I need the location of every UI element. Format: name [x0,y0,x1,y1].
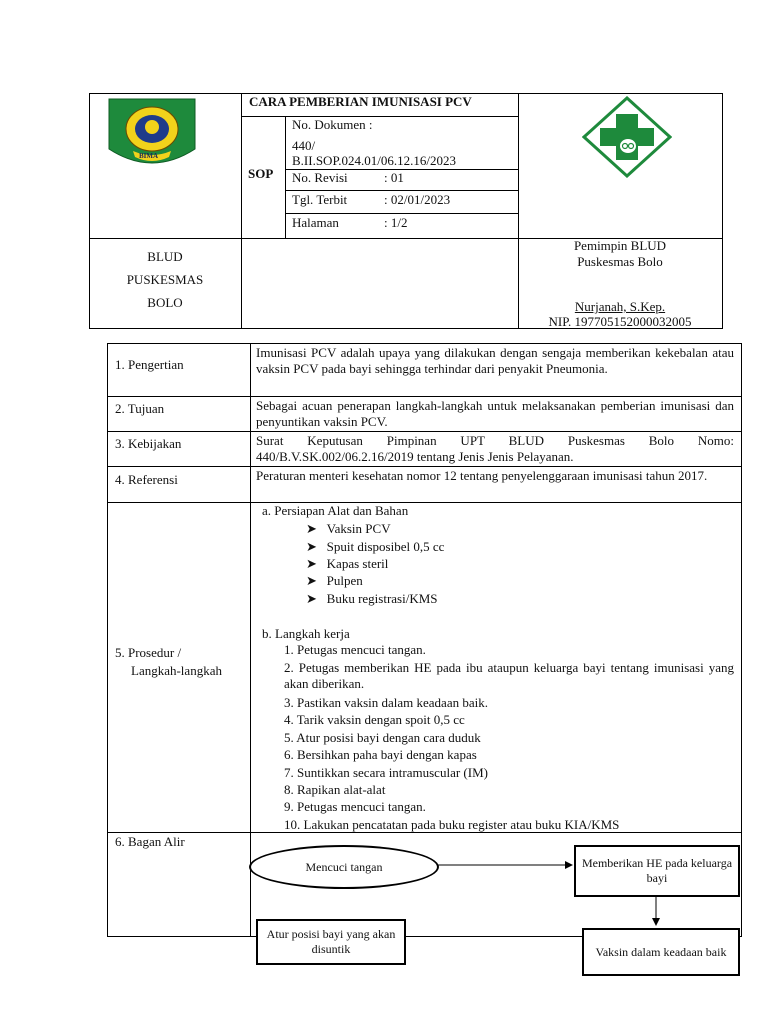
revision-label: No. Revisi [292,170,348,185]
doc-no-label: No. Dokumen : [292,117,373,132]
sop-label: SOP [248,166,274,181]
prep-item-label: Spuit disposibel 0,5 cc [326,539,445,554]
revision-value: : 01 [384,170,404,185]
page-value: : 1/2 [384,215,408,230]
prep-item-label: Vaksin PCV [326,521,391,536]
signer-nip: NIP. 197705152000032005 [548,314,692,329]
arrow-bullet-icon: ➤ [306,539,317,554]
step-7: 7. Suntikkan secara intramuscular (IM) [284,765,488,780]
signer-title-1: Pemimpin BLUD [573,238,667,253]
flow-node-label: Atur posisi bayi yang akan disuntik [266,927,396,956]
signer-title-2: Puskesmas Bolo [577,254,663,269]
date-label: Tgl. Terbit [292,192,348,207]
arrow-bullet-icon: ➤ [306,573,317,588]
document-title: CARA PEMBERIAN IMUNISASI PCV [249,94,472,109]
section-3-label: 3. Kebijakan [115,436,182,451]
org-line-2: PUSKESMAS [126,272,204,287]
step-6: 6. Bersihkan paha bayi dengan kapas [284,747,477,762]
flow-node-label: Memberikan HE pada keluarga bayi [581,856,733,885]
logo-ribbon-text: BIMA [139,152,159,160]
section-3-text: Surat Keputusan Pimpinan UPT BLUD Puskesmas Bolo Nomo: 440/B.V.SK.002/06.2.16/2019 tentang Jenis Jenis Pelayanan. [256,433,734,464]
step-4: 4. Tarik vaksin dengan spoit 0,5 cc [284,712,465,727]
section-2-label: 2. Tujuan [115,401,165,416]
section-4-text: Peraturan menteri kesehatan nomor 12 tentang penyelenggaraan imunisasi tahun 2017. [256,468,708,483]
section-1-text: Imunisasi PCV adalah upaya yang dilakukan dengan sengaja memberikan kekebalan atau vaksin PCV pada bayi sehingga terhindar dari penyakit Pneumonia. [256,345,734,376]
steps-heading: b. Langkah kerja [262,626,350,641]
step-10: 10. Lakukan pencatatan pada buku register atau buku KIA/KMS [284,817,620,832]
step-1: 1. Petugas mencuci tangan. [284,642,426,657]
section-2-text: Sebagai acuan penerapan langkah-langkah untuk melaksanakan pemberian imunisasi dan penyuntikan vaksin PCV. [256,398,734,429]
step-2: 2. Petugas memberikan HE pada ibu ataupun keluarga bayi tentang imunisasi yang akan diberikan. [284,660,734,691]
section-6-label: 6. Bagan Alir [115,834,185,849]
step-9: 9. Petugas mencuci tangan. [284,799,426,814]
step-5: 5. Atur posisi bayi dengan cara duduk [284,730,481,745]
arrow-bullet-icon: ➤ [306,556,317,571]
org-line-1: BLUD [147,249,183,264]
section-4-label: 4. Referensi [115,472,178,487]
prep-heading: a. Persiapan Alat dan Bahan [262,503,409,518]
flow-node-label: Mencuci tangan [305,859,383,874]
doc-no-value-1: 440/ [292,138,316,153]
prep-item-label: Pulpen [326,573,363,588]
arrow-bullet-icon: ➤ [306,521,317,536]
section-5-label-2: Langkah-langkah [131,663,222,678]
doc-no-value-2: B.II.SOP.024.01/06.12.16/2023 [292,153,456,168]
arrow-bullet-icon: ➤ [306,591,317,606]
step-8: 8. Rapikan alat-alat [284,782,386,797]
flow-node-label: Vaksin dalam keadaan baik [595,944,727,959]
prep-item-label: Buku registrasi/KMS [326,591,438,606]
page-label: Halaman [292,215,339,230]
section-5-label-1: 5. Prosedur / [115,645,182,660]
signer-name: Nurjanah, S.Kep. [574,299,666,314]
org-line-3: BOLO [147,295,183,310]
step-3: 3. Pastikan vaksin dalam keadaan baik. [284,695,488,710]
date-value: : 02/01/2023 [384,192,451,207]
section-1-label: 1. Pengertian [115,357,184,372]
prep-item-label: Kapas steril [326,556,389,571]
